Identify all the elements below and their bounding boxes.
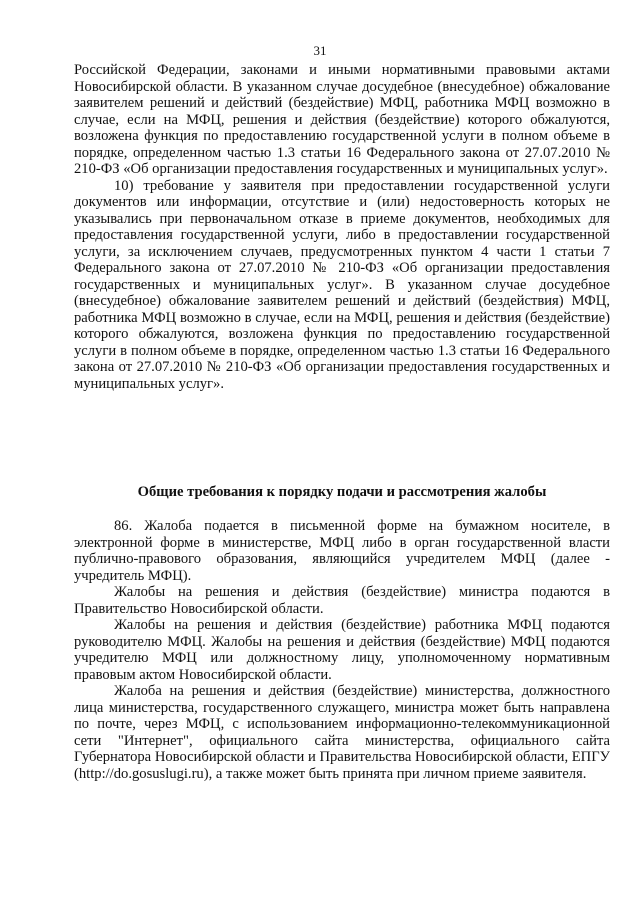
bottom-text-block <box>74 518 610 782</box>
paragraph-submission-channels: Жалоба на решения и действия (бездействие) министерства, должностного лица министерства, государственного служащего, министра может быть направлена по почте, через МФЦ, с использованием информационно-телекоммуникационной сети "Интернет", официального сайта министерства, официального сайта Губернатора Новосибирской области и Правительства Новосибирской области, ЕПГУ (http://do.gosuslugi.ru), а также может быть принята при личном приеме заявителя. <box>74 683 610 782</box>
paragraph-mfc-complaints: Жалобы на решения и действия (бездействие) работника МФЦ подаются руководителю МФЦ. Жалобы на решения и действия (бездействие) МФЦ подаются учредителю МФЦ или должностному лицу, уполномоченному нормативным правовым актом Новосибирской области. <box>74 617 610 683</box>
paragraph-86: 86. Жалоба подается в письменной форме на бумажном носителе, в электронной форме в министерстве, МФЦ либо в орган государственной власти публично-правового образования, являющийся учредителем МФЦ (далее - учредитель МФЦ). <box>74 518 610 584</box>
page-number: 31 <box>313 43 327 58</box>
paragraph-continuation: Российской Федерации, законами и иными нормативными правовыми актами Новосибирской области. В указанном случае досудебное (внесудебное) обжалование заявителем решений и действий (бездействие) МФЦ, работника МФЦ возможно в случае, если на МФЦ, решения и действия (бездействие) которого обжалуются, возложена функция по предоставлению государственной услуги в полном объеме в порядке, определенном частью 1.3 статьи 16 Федерального закона от 27.07.2010 № 210-ФЗ «Об организации предоставления государственных и муниципальных услуг». <box>74 62 610 177</box>
top-text-block <box>74 62 610 392</box>
section-heading: Общие требования к порядку подачи и рассмотрения жалобы <box>137 484 547 500</box>
paragraph-item-10: 10) требование у заявителя при предоставлении государственной услуги документов или информации, отсутствие и (или) недостоверность которых не указывались при первоначальном отказе в приеме документов, необходимых для предоставления государственной услуги, либо в предоставлении государственной услуги, за исключением случаев, предусмотренных пунктом 4 части 1 статьи 7 Федерального закона от 27.07.2010 № 210-ФЗ «Об организации предоставления государственных и муниципальных услуг». В указанном случае досудебное (внесудебное) обжалование заявителем решений и действий (бездействия) МФЦ, работника МФЦ возможно в случае, если на МФЦ, решения и действия (бездействие) которого обжалуются, возложена функция по предоставлению государственной услуги в полном объеме в порядке, определенном частью 1.3 статьи 16 Федерального закона от 27.07.2010 № 210-ФЗ «Об организации предоставления государственных и муниципальных услуг». <box>74 177 610 392</box>
paragraph-minister-complaints: Жалобы на решения и действия (бездействие) министра подаются в Правительство Новосибирской области. <box>74 584 610 617</box>
